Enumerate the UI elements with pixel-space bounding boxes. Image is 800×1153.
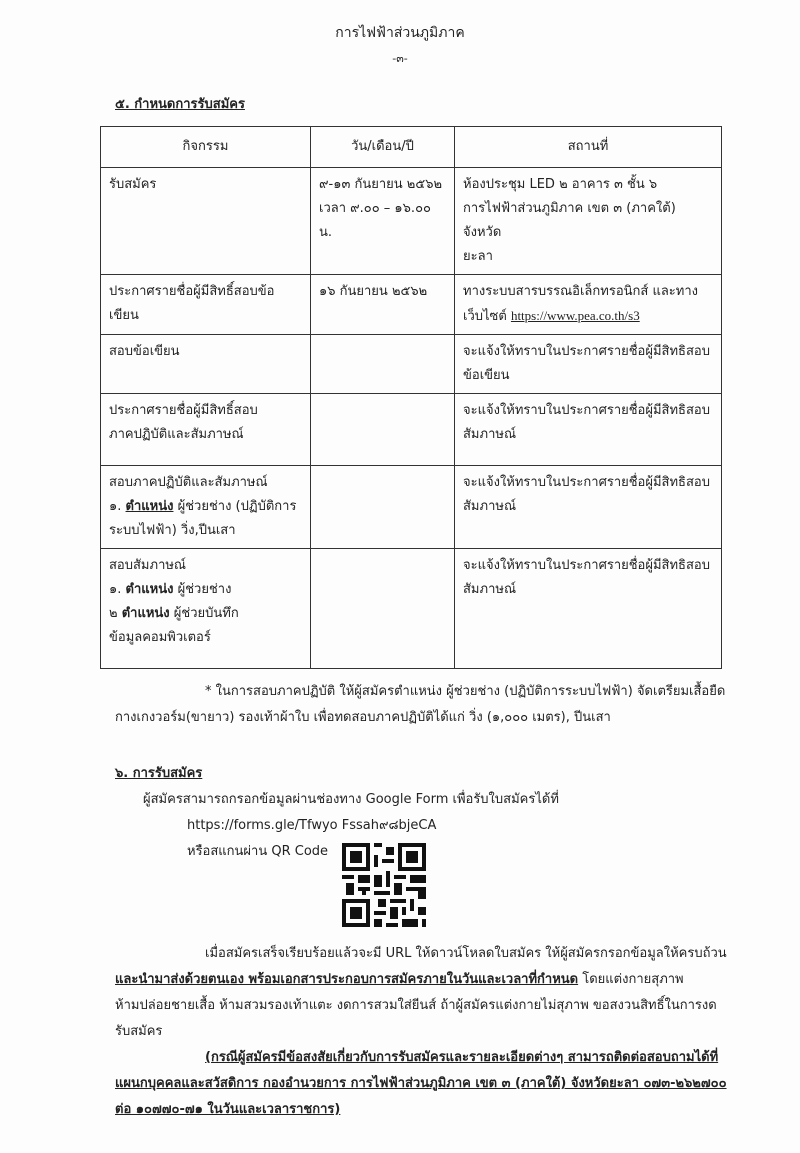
activity: ประกาศรายชื่อผู้มีสิทธิ์สอบ — [109, 403, 258, 418]
place: ห้องประชุม LED ๒ อาคาร ๓ ชั้น ๖ — [463, 177, 658, 192]
google-form-link[interactable]: https://forms.gle/Tfwyo Fssah๙๘bjeCA — [187, 818, 437, 833]
activity: ประกาศรายชื่อผู้มีสิทธิ์สอบข้อเขียน — [109, 284, 275, 323]
place: จะแจ้งให้ทราบในประกาศรายชื่อผู้มีสิทธิสอบ — [463, 558, 710, 573]
practical-note: กางเกงวอร์ม(ขายาว) รองเท้าผ้าใบ เพื่อทดสอบภาคปฏิบัติได้แก่ วิ่ง (๑,๐๐๐ เมตร), ปีนเสา — [115, 710, 611, 725]
activity: สอบภาคปฏิบัติและสัมภาษณ์ — [109, 475, 268, 490]
date: ๙-๑๓ กันยายน ๒๕๖๒ — [319, 177, 443, 192]
place: จะแจ้งให้ทราบในประกาศรายชื่อผู้มีสิทธิสอบ — [463, 475, 710, 490]
table-row — [101, 335, 722, 394]
header-org: การไฟฟ้าส่วนภูมิภาค — [335, 25, 465, 41]
place: ข้อเขียน — [463, 368, 510, 383]
position-label: ตำแหน่ง — [121, 606, 170, 621]
table-row — [101, 549, 722, 669]
apply-paragraph: เมื่อสมัครเสร็จเรียบร้อยแล้วจะมี URL ให้ดาวน์โหลดใบสมัคร ให้ผู้สมัครกรอกข้อมูลให้ครบถ้วน — [205, 946, 727, 961]
table-row — [101, 275, 722, 335]
activity: รับสมัคร — [109, 177, 157, 192]
place: ยะลา — [463, 249, 493, 264]
position-name: ผู้ช่วยบันทึก — [169, 606, 239, 621]
position-name: ผู้ช่วยช่าง — [173, 582, 232, 597]
position-label: ตำแหน่ง — [125, 499, 174, 514]
dress-code: โดยแต่งกายสุภาพ — [578, 972, 684, 987]
contact-info: แผนกบุคคลและสวัสดิการ กองอำนวยการ การไฟฟ้าส่วนภูมิภาค เขต ๓ (ภาคใต้) จังหวัดยะลา ๐๗๓-๒๖๒๗๐๐ — [115, 1076, 727, 1091]
place: เว็บไซต์ — [463, 309, 511, 324]
pea-website-link[interactable]: https://www.pea.co.th/s3 — [510, 308, 640, 323]
position-name: ผู้ช่วยช่าง (ปฏิบัติการ — [173, 499, 297, 514]
section6-title: ๖. การรับสมัคร — [115, 766, 203, 781]
date: ๑๖ กันยายน ๒๕๖๒ — [319, 284, 428, 299]
col-activity: กิจกรรม — [101, 127, 311, 168]
col-place: สถานที่ — [455, 127, 722, 168]
qr-code-icon[interactable] — [342, 841, 426, 929]
item-number: ๒ — [109, 606, 118, 621]
table-row — [101, 466, 722, 549]
dress-code: ห้ามปล่อยชายเสื้อ ห้ามสวมรองเท้าแตะ งดการสวมใส่ยีนส์ ถ้าผู้สมัครแต่งกายไม่สุภาพ ขอสงวนสิทธิ์ในการงดรับสมัคร — [115, 998, 717, 1039]
contact-info: ต่อ ๑๐๗๗๐-๗๑ ในวันและเวลาราชการ) — [115, 1102, 341, 1117]
place: ทางระบบสารบรรณอิเล็กทรอนิกส์ และทาง — [463, 284, 698, 299]
page-number: -๓- — [392, 52, 408, 65]
practical-note: * ในการสอบภาคปฏิบัติ ให้ผู้สมัครตำแหน่ง ผู้ช่วยช่าง (ปฏิบัติการระบบไฟฟ้า) จัดเตรียมเสื้อยืด — [205, 684, 726, 699]
place: การไฟฟ้าส่วนภูมิภาค เขต ๓ (ภาคใต้) จังหวัด — [463, 201, 676, 240]
place: สัมภาษณ์ — [463, 582, 517, 597]
place: สัมภาษณ์ — [463, 499, 517, 514]
position-name: ข้อมูลคอมพิวเตอร์ — [109, 630, 211, 645]
activity: ภาคปฏิบัติและสัมภาษณ์ — [109, 427, 244, 442]
table-header — [101, 127, 722, 168]
item-number: ๑. — [109, 499, 122, 514]
position-name: ระบบไฟฟ้า) วิ่ง,ปีนเสา — [109, 523, 236, 538]
table-row — [101, 394, 722, 466]
table-row — [101, 168, 722, 275]
place: สัมภาษณ์ — [463, 427, 517, 442]
time: เวลา ๙.๐๐ – ๑๖.๐๐ น. — [319, 201, 431, 240]
section5-title: ๕. กำหนดการรับสมัคร — [115, 97, 245, 112]
place: จะแจ้งให้ทราบในประกาศรายชื่อผู้มีสิทธิสอบ — [463, 344, 710, 359]
form-intro: ผู้สมัครสามารถกรอกข้อมูลผ่านช่องทาง Google Form เพื่อรับใบสมัครได้ที่ — [143, 792, 559, 807]
activity: สอบสัมภาษณ์ — [109, 558, 186, 573]
qr-label: หรือสแกนผ่าน QR Code — [187, 844, 329, 859]
schedule-table — [100, 126, 722, 669]
col-date: วัน/เดือน/ปี — [311, 127, 455, 168]
contact-info: (กรณีผู้สมัครมีข้อสงสัยเกี่ยวกับการรับสมัครและรายละเอียดต่างๆ สามารถติดต่อสอบถามได้ที่ — [205, 1050, 719, 1065]
place: จะแจ้งให้ทราบในประกาศรายชื่อผู้มีสิทธิสอบ — [463, 403, 710, 418]
activity: สอบข้อเขียน — [109, 344, 180, 359]
position-label: ตำแหน่ง — [125, 582, 174, 597]
item-number: ๑. — [109, 582, 122, 597]
submit-instruction: และนำมาส่งด้วยตนเอง พร้อมเอกสารประกอบการสมัครภายในวันและเวลาที่กำหนด — [115, 972, 579, 987]
